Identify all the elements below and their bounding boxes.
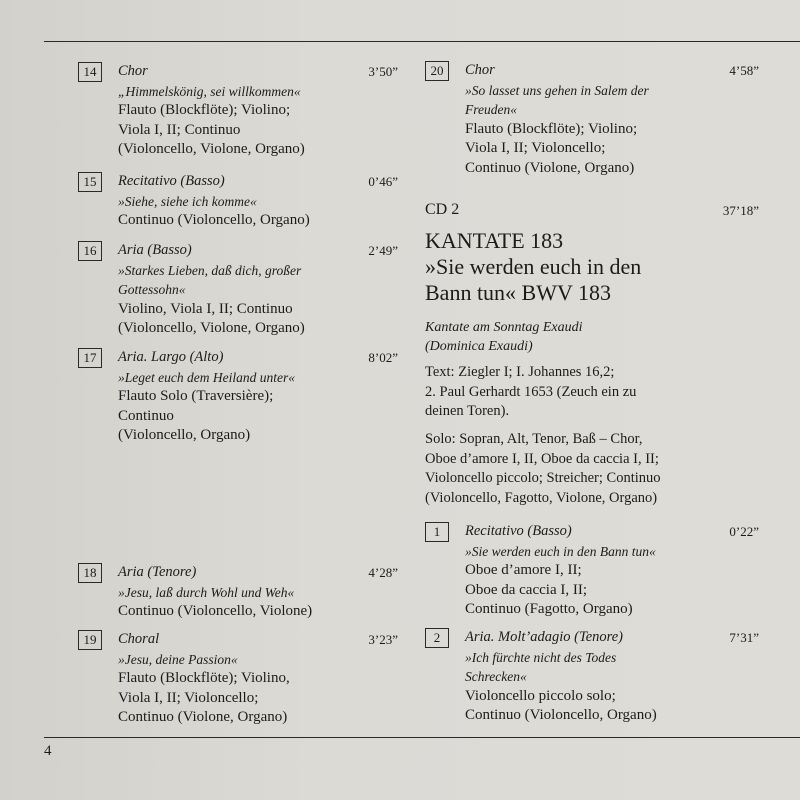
track-17 [78, 348, 398, 446]
track-1 [425, 522, 759, 620]
track-title: Aria (Tenore) [118, 564, 197, 580]
kantate-subtitle [425, 318, 583, 356]
page-number: 4 [44, 743, 52, 759]
track-duration: 4’58” [729, 63, 759, 78]
track-instrument-line: Flauto Solo (Traversière); [118, 388, 274, 404]
track-quote: »Ich fürchte nicht des Todes Schrecken« [465, 649, 617, 684]
track-number: 16 [78, 241, 102, 261]
track-instrument-line: Violoncello piccolo solo; [465, 687, 616, 704]
track-title: Aria. Largo (Alto) [118, 349, 224, 365]
track-number: 14 [78, 62, 102, 82]
track-duration: 3’50” [368, 64, 398, 79]
track-title: Choral [118, 631, 160, 647]
kantate-title [425, 228, 765, 306]
track-quote: „Himmelskönig, sei willkommen« [118, 83, 301, 99]
track-duration: 2’49” [368, 243, 398, 258]
cd-heading [425, 201, 759, 219]
track-quote: »Siehe, siehe ich komme« [118, 193, 257, 209]
subtitle-line: (Dominica Exaudi) [425, 339, 533, 354]
top-rule [44, 41, 800, 42]
track-instrument-line: Violino, Viola I, II; Continuo [118, 300, 293, 317]
track-instrument-line: Flauto (Blockflöte); Violino, [118, 670, 290, 686]
track-quote: »So lasset uns gehen in Salem der Freuden« [465, 82, 649, 117]
track-duration: 4’28” [368, 565, 398, 580]
solo-line: (Violoncello, Fagotto, Violone, Organo) [425, 489, 658, 506]
text-line: 2. Paul Gerhardt 1653 (Zeuch ein zu [425, 383, 637, 400]
track-title: Recitativo (Basso) [118, 173, 225, 189]
track-number: 19 [78, 630, 102, 650]
cd-duration: 37’18” [722, 203, 759, 218]
track-14 [78, 62, 398, 160]
track-title: Chor [118, 63, 148, 79]
track-duration: 3’23” [368, 632, 398, 647]
kantate-title-line: Bann tun« BWV 183 [425, 280, 611, 305]
track-16 [78, 241, 398, 339]
track-title: Aria (Basso) [118, 242, 192, 258]
track-quote: »Sie werden euch in den Bann tun« [465, 543, 656, 559]
track-instrument-line: Viola I, II; Continuo [118, 121, 241, 138]
track-quote: »Leget euch dem Heiland unter« [118, 369, 295, 385]
cd-label: CD 2 [425, 201, 460, 218]
track-instrument-line: Oboe d’amore I, II; [465, 562, 582, 578]
track-number: 15 [78, 172, 102, 192]
track-title: Aria. Molt’adagio (Tenore) [465, 629, 624, 645]
bottom-rule [44, 737, 800, 738]
solo-line: Oboe d’amore I, II, Oboe da caccia I, II; [425, 450, 659, 467]
track-instrument-line: Continuo (Violone, Organo) [118, 709, 288, 725]
track-quote: »Jesu, laß durch Wohl und Weh« [118, 584, 295, 600]
track-19 [78, 630, 398, 728]
kantate-title-line: »Sie werden euch in den [425, 254, 642, 279]
track-duration: 0’46” [368, 174, 398, 189]
track-instrument-line: Continuo (Violone, Organo) [465, 159, 635, 176]
track-number: 2 [425, 628, 449, 648]
track-quote: »Starkes Lieben, daß dich, großer Gottessohn« [118, 262, 302, 297]
kantate-heading: KANTATE 183 [425, 228, 564, 253]
track-2 [425, 628, 759, 726]
track-duration: 8’02” [368, 350, 398, 365]
solo-line: Solo: Sopran, Alt, Tenor, Baß – Chor, [425, 431, 643, 447]
track-instrument-line: Continuo (Violoncello, Organo) [118, 212, 310, 228]
track-instrument-line: Continuo (Violoncello, Organo) [465, 707, 657, 723]
solo-line: Violoncello piccolo; Streicher; Continuo [425, 470, 661, 486]
track-number: 20 [425, 61, 449, 81]
track-number: 18 [78, 563, 102, 583]
track-instrument-line: Flauto (Blockflöte); Violino; [465, 120, 638, 137]
track-instrument-line: Continuo (Violoncello, Violone) [118, 603, 313, 619]
track-instrument-line: Continuo (Fagotto, Organo) [465, 601, 633, 617]
track-instrument-line: (Violoncello, Violone, Organo) [118, 320, 305, 336]
track-instrument-line: Viola I, II; Violoncello; [118, 689, 259, 706]
track-instrument-line: Flauto (Blockflöte); Violino; [118, 102, 291, 118]
track-number: 1 [425, 522, 449, 542]
track-18 [78, 563, 398, 622]
track-number: 17 [78, 348, 102, 368]
track-20 [425, 61, 759, 178]
text-line: Text: Ziegler I; I. Johannes 16,2; [425, 364, 615, 380]
track-instrument-line: (Violoncello, Violone, Organo) [118, 141, 305, 157]
text-info [425, 363, 755, 422]
track-duration: 0’22” [729, 524, 759, 539]
track-instrument-line: Oboe da caccia I, II; [465, 581, 588, 598]
track-instrument-line: (Violoncello, Organo) [118, 427, 251, 443]
track-title: Chor [465, 62, 495, 78]
text-line: deinen Toren). [425, 403, 510, 419]
track-quote: »Jesu, deine Passion« [118, 651, 238, 667]
solo-info [425, 430, 765, 508]
track-instrument-line: Continuo [118, 407, 174, 424]
track-title: Recitativo (Basso) [465, 523, 572, 539]
track-15 [78, 172, 398, 231]
subtitle-line: Kantate am Sonntag Exaudi [425, 320, 583, 335]
track-instrument-line: Viola I, II; Violoncello; [465, 140, 606, 156]
track-duration: 7’31” [729, 630, 759, 645]
